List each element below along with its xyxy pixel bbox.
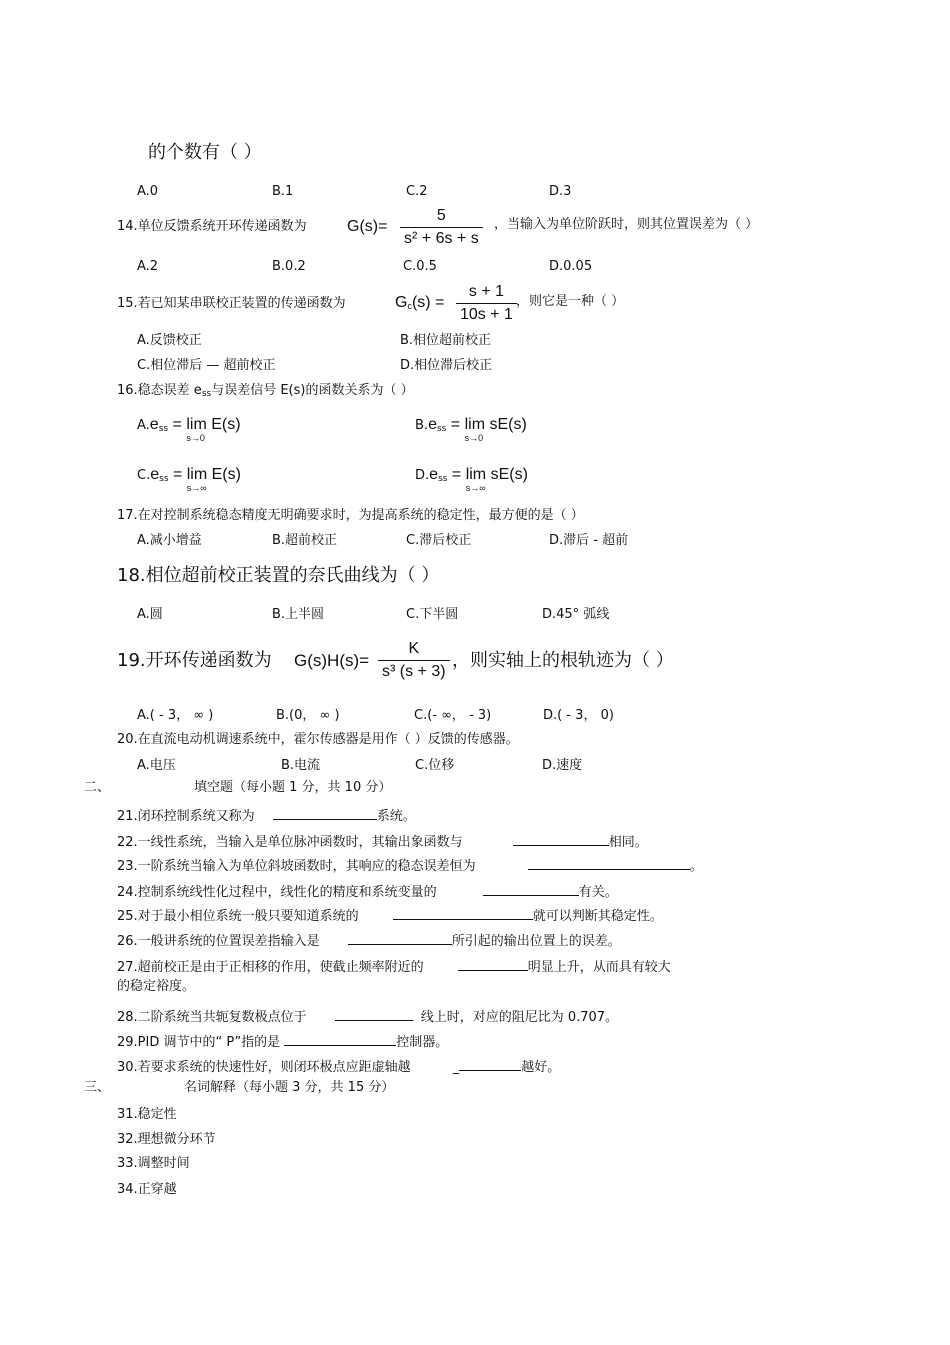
q16-option-d-expr: sE(s) — [486, 466, 528, 483]
q19-option-b: B.(0， ∞ ) — [276, 708, 340, 723]
fill-q25 — [117, 907, 663, 925]
q14-denominator: s² + 6s + s — [404, 230, 479, 247]
q14-stem-post: ，当输入为单位阶跃时，则其位置误差为（ ） — [494, 217, 759, 232]
q17-option-d: D.滞后 - 超前 — [549, 533, 629, 548]
q19-option-d: D.( - 3， 0) — [543, 708, 614, 723]
q15-stem: 15.若已知某串联校正装置的传递函数为 — [117, 296, 346, 311]
fill-q23-text: 23.一阶系统当输入为单位斜坡函数时，其响应的稳态误差恒为 — [117, 859, 476, 874]
term-q32: 32.理想微分环节 — [117, 1132, 216, 1147]
q18-option-d: D.45° 弧线 — [542, 607, 610, 622]
q20-stem: 20.在直流电动机调速系统中，霍尔传感器是用作（ ）反馈的传感器。 — [117, 732, 519, 747]
fill-q27-line2: 的稳定裕度。 — [117, 979, 196, 994]
fill-q27-blank[interactable] — [458, 958, 528, 971]
section-2-number: 二、 — [84, 780, 111, 795]
q16-option-a-lim-sub: s→0 — [186, 433, 205, 443]
q16-option-d-label: D. — [415, 468, 430, 483]
q16-option-c-lim-sub: s→∞ — [186, 483, 207, 493]
fill-q23-blank[interactable] — [528, 857, 690, 870]
q16-option-c-sub: ss — [159, 474, 169, 484]
q17-option-a: A.减小增益 — [137, 533, 202, 548]
fill-q28-post: 线上时，对应的阻尼比为 0.707。 — [420, 1010, 619, 1025]
q19-option-c: C.(- ∞， - 3) — [414, 708, 492, 723]
q16-option-c-lim-text: lim — [186, 466, 208, 483]
fill-q22 — [117, 833, 648, 851]
fill-q29-text: 29.PID 调节中的“ P”指的是 — [117, 1035, 281, 1050]
fill-q30-text: 30.若要求系统的快速性好，则闭环极点应距虚轴越 — [117, 1060, 411, 1075]
fill-q24-post: 有关。 — [578, 885, 618, 900]
fill-q26 — [117, 932, 621, 950]
q16-option-a-eq: = — [168, 416, 187, 433]
q13-option-c: C.2 — [406, 184, 428, 199]
q14-fraction — [400, 207, 483, 248]
q14-option-b: B.0.2 — [272, 259, 306, 274]
q15-lhs-rest: (s) = — [411, 294, 445, 311]
q16-option-a-lim — [186, 416, 207, 443]
q15-option-a: A.反馈校正 — [137, 333, 202, 348]
q18-option-c: C.下半圆 — [406, 607, 459, 622]
q20-option-c: C.位移 — [415, 758, 455, 773]
q14-transfer-lhs: G(s)= — [347, 218, 388, 235]
fill-q26-post: 所引起的输出位置上的误差。 — [451, 934, 621, 949]
q16-stem-pre: 16.稳态误差 e — [117, 383, 202, 398]
q19-transfer-lhs: G(s)H(s)= — [294, 651, 370, 670]
fill-q29-blank[interactable] — [284, 1033, 396, 1046]
section-2-title: 填空题（每小题 1 分，共 10 分） — [194, 780, 392, 795]
q16-option-c-label: C. — [137, 468, 151, 483]
fill-q27-post: 明显上升，从而具有较大 — [527, 960, 671, 975]
fill-q30-post: 越好。 — [521, 1060, 561, 1075]
fill-q27 — [117, 958, 671, 976]
q16-option-d — [415, 466, 528, 493]
fill-q25-blank[interactable] — [393, 907, 533, 920]
q13-stem-continuation: 的个数有（ ） — [148, 142, 262, 163]
fill-q25-post: 就可以判断其稳定性。 — [532, 909, 663, 924]
fill-q30 — [117, 1058, 560, 1076]
fill-q29 — [117, 1033, 448, 1051]
fill-q24-blank[interactable] — [483, 883, 579, 896]
fill-q22-blank[interactable] — [513, 833, 609, 846]
q14-numerator: 5 — [400, 207, 483, 228]
q16-option-b-sub: ss — [436, 424, 447, 434]
fill-q27-text: 27.超前校正是由于正相移的作用，使截止频率附近的 — [117, 960, 424, 975]
fill-q22-text: 22.一线性系统，当输入是单位脉冲函数时，其输出象函数与 — [117, 835, 463, 850]
q16-option-b-lim — [464, 416, 486, 443]
q19-denominator: s³ (s + 3) — [382, 663, 446, 680]
q15-lhs-g: G — [395, 294, 408, 311]
q16-option-b-eq: = — [446, 416, 465, 433]
fill-q28 — [117, 1008, 618, 1026]
q15-lhs-sub: c — [407, 301, 412, 311]
q16-option-d-sub: ss — [438, 474, 448, 484]
term-q31: 31.稳定性 — [117, 1107, 177, 1122]
q19-stem: 19.开环传递函数为 — [117, 650, 272, 671]
fill-q21-post: 系统。 — [376, 809, 416, 824]
q16-option-d-lim-text: lim — [465, 466, 487, 483]
fill-q21-text: 21.闭环控制系统又称为 — [117, 809, 255, 824]
q16-stem-sub: ss — [201, 389, 212, 399]
fill-q25-text: 25.对于最小相位系统一般只要知道系统的 — [117, 909, 359, 924]
q16-option-b-lim-text: lim — [464, 416, 486, 433]
q15-numerator: s + 1 — [456, 283, 517, 304]
q16-option-c-eq: = — [168, 466, 187, 483]
fill-q29-post: 控制器。 — [396, 1035, 449, 1050]
q16-option-a-expr: E(s) — [206, 416, 241, 433]
q15-option-b: B.相位超前校正 — [400, 333, 492, 348]
q20-option-d: D.速度 — [542, 758, 583, 773]
q15-option-d: D.相位滞后校正 — [400, 358, 493, 373]
q15-option-c: C.相位滞后 — 超前校正 — [137, 358, 276, 373]
q15-fraction — [456, 283, 517, 324]
q16-option-b — [415, 416, 527, 443]
q16-option-a-label: A. — [137, 418, 150, 433]
q16-option-d-e: e — [429, 466, 439, 483]
fill-q28-text: 28.二阶系统当共轭复数极点位于 — [117, 1010, 307, 1025]
section-3-title: 名词解释（每小题 3 分，共 15 分） — [184, 1080, 395, 1095]
fill-q24-text: 24.控制系统线性化过程中，线性化的精度和系统变量的 — [117, 885, 437, 900]
q15-transfer-lhs — [395, 294, 444, 312]
q16-option-d-lim-sub: s→∞ — [465, 483, 486, 493]
q16-option-b-lim-sub: s→0 — [464, 433, 484, 443]
fill-q21-blank[interactable] — [273, 807, 377, 820]
q18-option-b: B.上半圆 — [272, 607, 325, 622]
q13-option-b: B.1 — [272, 184, 294, 199]
fill-q30-underscore: _ — [452, 1060, 460, 1075]
q14-stem: 14.单位反馈系统开环传递函数为 — [117, 219, 307, 234]
q16-option-b-e: e — [428, 416, 437, 433]
q16-option-a-sub: ss — [158, 424, 169, 434]
q19-stem-post: ，则实轴上的根轨迹为（ ） — [452, 650, 674, 671]
fill-q26-text: 26.一般讲系统的位置误差指输入是 — [117, 934, 320, 949]
q15-stem-post: ，则它是一种（ ） — [516, 294, 625, 309]
fill-q30-blank[interactable] — [459, 1058, 521, 1071]
q19-option-a: A.( - 3， ∞ ) — [137, 708, 214, 723]
section-3-number: 三、 — [84, 1080, 111, 1095]
q16-option-a-e: e — [149, 416, 159, 433]
q13-option-a: A.0 — [137, 184, 159, 199]
q20-option-a: A.电压 — [137, 758, 176, 773]
q16-stem — [117, 384, 414, 399]
q16-stem-rest: 与误差信号 E(s)的函数关系为（ ） — [211, 383, 414, 398]
q16-option-a — [137, 416, 241, 443]
fill-q24 — [117, 883, 618, 901]
q17-stem: 17.在对控制系统稳态精度无明确要求时，为提高系统的稳定性，最方便的是（ ） — [117, 508, 584, 523]
q19-numerator: K — [378, 640, 450, 661]
q16-option-a-lim-text: lim — [186, 416, 207, 433]
q16-option-d-eq: = — [447, 466, 466, 483]
q18-stem: 18.相位超前校正装置的奈氏曲线为（ ） — [117, 565, 440, 586]
q14-option-d: D.0.05 — [549, 259, 593, 274]
fill-q23-post: 。 — [689, 859, 703, 874]
fill-q21 — [117, 807, 416, 825]
q16-option-d-lim — [465, 466, 487, 493]
q16-option-c-e: e — [150, 466, 160, 483]
fill-q23 — [117, 857, 703, 875]
fill-q28-blank[interactable] — [335, 1008, 413, 1021]
term-q33: 33.调整时间 — [117, 1156, 190, 1171]
q20-option-b: B.电流 — [281, 758, 321, 773]
q17-option-c: C.滞后校正 — [406, 533, 472, 548]
q13-option-d: D.3 — [549, 184, 572, 199]
q16-option-c-expr: E(s) — [207, 466, 241, 483]
fill-q22-post: 相同。 — [608, 835, 648, 850]
q18-option-a: A.圆 — [137, 607, 163, 622]
q19-fraction — [378, 640, 450, 681]
q17-option-b: B.超前校正 — [272, 533, 338, 548]
q14-option-c: C.0.5 — [403, 259, 437, 274]
q14-option-a: A.2 — [137, 259, 159, 274]
q16-option-c-lim — [186, 466, 208, 493]
fill-q26-blank[interactable] — [348, 932, 452, 945]
q16-option-b-expr: sE(s) — [485, 416, 527, 433]
q16-option-b-label: B. — [415, 418, 429, 433]
q15-denominator: 10s + 1 — [460, 306, 513, 323]
term-q34: 34.正穿越 — [117, 1182, 177, 1197]
q16-option-c — [137, 466, 241, 493]
